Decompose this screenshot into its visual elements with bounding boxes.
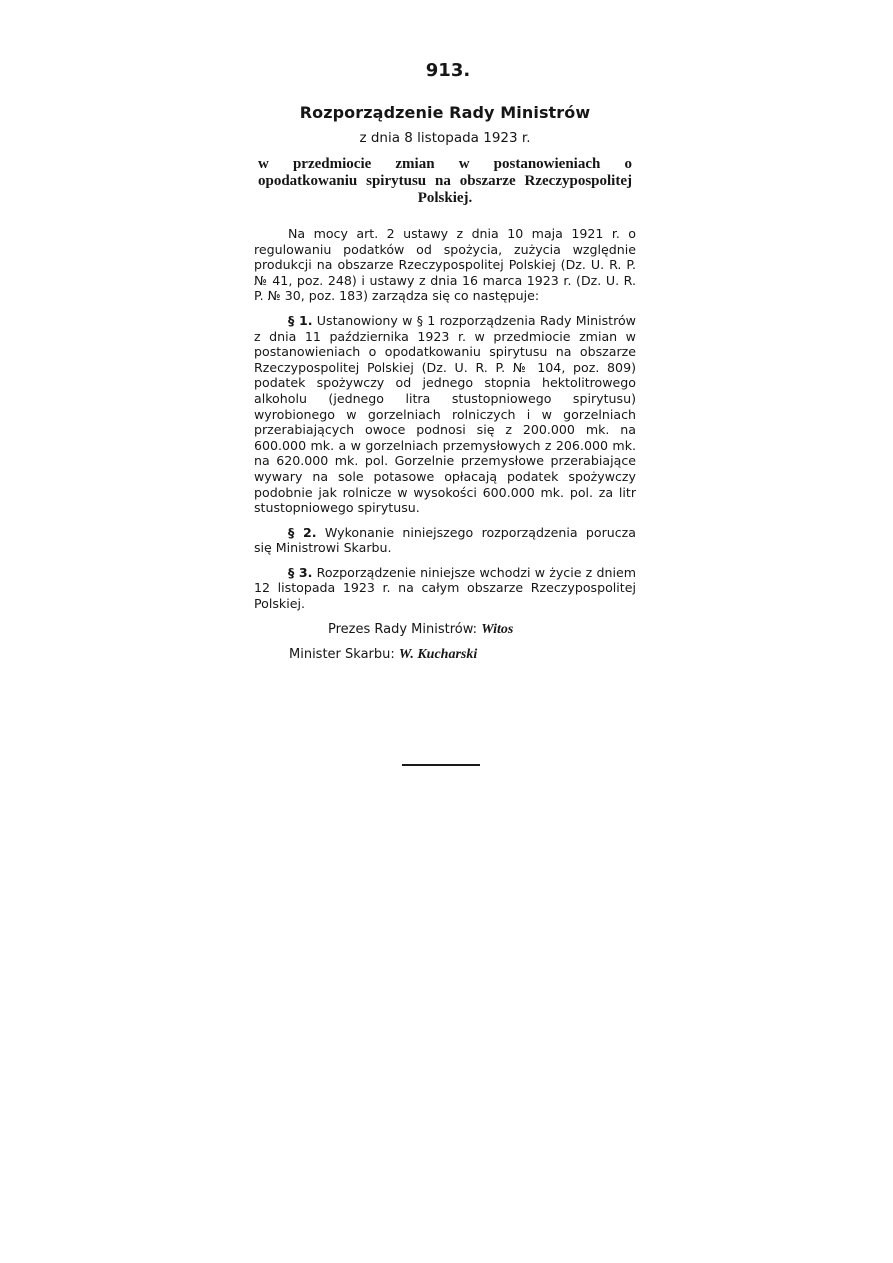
section-3 [254, 565, 636, 612]
closing-rule [402, 764, 480, 766]
document-title: Rozporządzenie Rady Ministrów [299, 103, 591, 122]
document-page [254, 60, 636, 671]
signature-role: Prezes Rady Ministrów: [328, 621, 478, 637]
signature-role: Minister Skarbu: [289, 646, 395, 662]
document-number: 913. [425, 60, 471, 81]
section-2 [254, 525, 636, 556]
signature-prime-minister [254, 621, 636, 638]
preamble-paragraph: Na mocy art. 2 ustawy z dnia 10 maja 1921 r. o regulowaniu podatków od spożycia, zużycia względnie produkcji na obszarze Rzeczypospolitej Polskiej (Dz. U. R. P. № 41, poz. 248) i ustawy z dnia 16 marca 1923 r. (Dz. U. R. P. № 30, poz. 183) zarządza się co następuje: [254, 226, 636, 304]
signature-finance-minister [254, 646, 636, 663]
document-date: z dnia 8 listopada 1923 r. [359, 130, 531, 146]
section-1 [254, 313, 636, 516]
section-1-label: § 1. [288, 312, 313, 328]
section-1-text: Ustanowiony w § 1 rozporządzenia Rady Ministrów z dnia 11 października 1923 r. w przedmiocie zmian w postanowieniach o opodatkowaniu spirytusu na obszarze Rzeczypospolitej Polskiej (Dz. U. R. P. № 104, poz. 809) podatek spożywczy od jednego stopnia hektolitrowego alkoholu (jednego litra stustopniowego spirytusu) wyrobionego w gorzelniach rolniczych i w gorzelniach przerabiających owoce podnosi się z 200.000 mk. na 600.000 mk. a w gorzelniach przemysłowych z 206.000 mk. na 620.000 mk. pol. Gorzelnie przemysłowe przerabiające wywary na sole potasowe opłacają podatek spożywczy podobnie jak rolnicze w wysokości 600.000 mk. pol. za litr stustopniowego spirytusu. [254, 312, 636, 516]
signature-name: W. Kucharski [398, 646, 478, 662]
document-subject: w przedmiocie zmian w postanowieniach o opodatkowaniu spirytusu na obszarze Rzeczypospolitej Polskiej. [258, 156, 632, 206]
section-2-text: Wykonanie niniejszego rozporządzenia porucza się Ministrowi Skarbu. [254, 524, 636, 556]
section-2-label: § 2. [288, 524, 317, 540]
signature-name: Witos [481, 621, 514, 637]
section-3-text: Rozporządzenie niniejsze wchodzi w życie z dniem 12 listopada 1923 r. na całym obszarze Rzeczypospolitej Polskiej. [254, 564, 636, 612]
section-3-label: § 3. [288, 564, 313, 580]
